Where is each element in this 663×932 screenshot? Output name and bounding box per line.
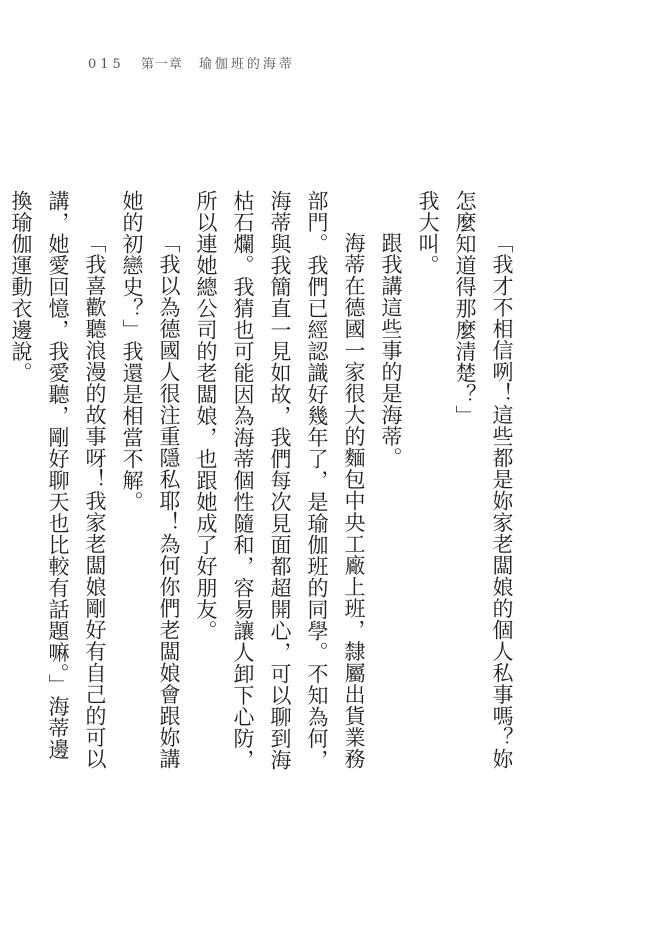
body-text — [9, 190, 520, 780]
paragraph: 跟我講這些事的是海蒂。 — [379, 232, 403, 469]
running-header — [88, 55, 295, 75]
paragraph: 「我以為德國人很注重隱私耶！為何你們老闆娘會跟妳講她的初戀史？」我還是相當不解。 — [120, 190, 181, 770]
paragraph — [0, 190, 2, 780]
chapter-title: 瑜伽班的海蒂 — [198, 57, 295, 72]
chapter-label: 第一章 — [140, 57, 183, 72]
paragraph: 海蒂在德國一家很大的麵包中央工廠上班，隸屬出貨業務部門。我們已經認識好幾年了，是瑜伽班的同學。不知為何，海蒂與我簡直一見如故，我們每次見面都超開心，可以聊到海枯石爛。我猜也可能因為海蒂個性隨和，容易讓人卸下心防，所以連她總公司的老闆娘，也跟她成了好朋友。 — [194, 190, 366, 771]
paragraph: 我大叫。 — [416, 190, 440, 276]
paragraph: 「我喜歡聽浪漫的故事呀！我家老闆娘剛好有自己的可以講，她愛回憶，我愛聽，剛好聊天也比較有話題嘛。」海蒂邊換瑜伽運動衣邊說。 — [9, 190, 107, 770]
paragraph: 「我才不相信咧！這些都是妳家老闆娘的個人私事嗎？妳怎麼知道得那麼清楚？」 — [453, 190, 514, 770]
page-number: 015 — [88, 57, 125, 72]
